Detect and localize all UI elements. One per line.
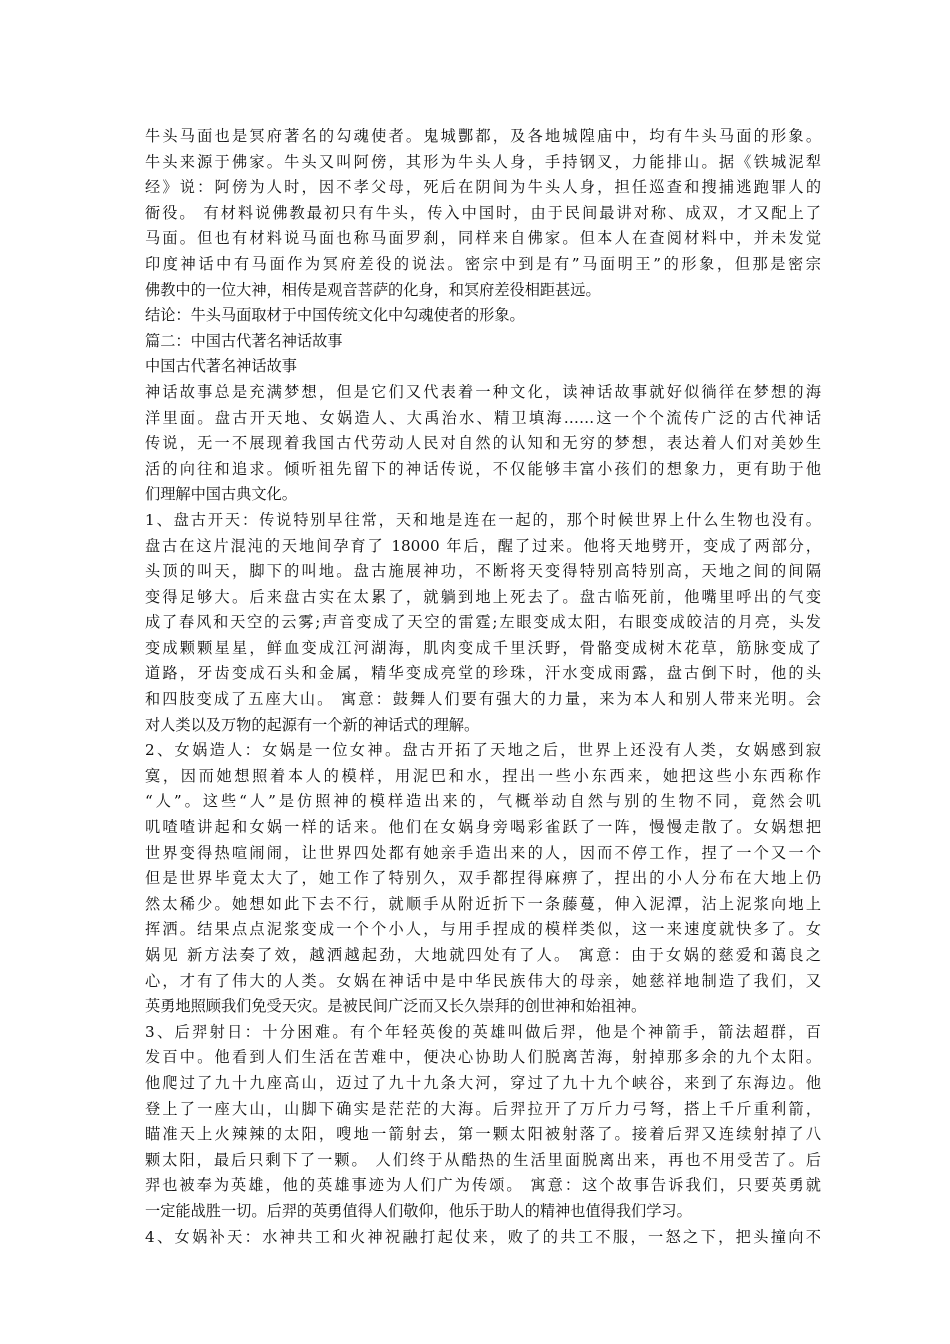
text-line: 中国古代著名神话故事	[145, 357, 297, 376]
text-line: 们理解中国古典文化。	[145, 485, 297, 504]
text-line: 1、盘古开天：传说特别早往常，天和地是连在一起的，那个时候世界上什么生物也没有。	[145, 510, 821, 529]
text-line: 瞄准天上火辣辣的太阳，嗖地一箭射去，第一颗太阳被射落了。接着后羿又连续射掉了八	[145, 1125, 821, 1144]
text-line: 道路，牙齿变成石头和金属，精华变成亮堂的珍珠，汗水变成雨露，盘古倒下时，他的头	[145, 664, 821, 683]
text-line: 篇二：中国古代著名神话故事	[145, 331, 343, 350]
text-line: 结论：牛头马面取材于中国传统文化中勾魂使者的形象。	[145, 306, 525, 325]
text-line: “人”。这些“人”是仿照神的模样造出来的，气概举动自然与别的生物不同，竟然会叽	[145, 792, 821, 811]
text-line: 他爬过了九十九座高山，迈过了九十九条大河，穿过了九十九个峡谷，来到了东海边。他	[145, 1073, 821, 1092]
text-line: 颗太阳，最后只剩下了一颗。 人们终于从酷热的生活里面脱离出来，再也不用受苦了。后	[145, 1150, 821, 1169]
text-line: 对人类以及万物的起源有一个新的神话式的理解。	[145, 715, 480, 734]
text-line: 佛教中的一位大神，相传是观音菩萨的化身，和冥府差役相距甚远。	[145, 280, 601, 299]
text-line: 心，才有了伟大的人类。女娲在神话中是中华民族伟大的母亲，她慈祥地制造了我们，又	[145, 971, 821, 990]
text-line: 神话故事总是充满梦想，但是它们又代表着一种文化，读神话故事就好似徜徉在梦想的海	[145, 382, 821, 401]
text-line: 头顶的叫天，脚下的叫地。盘古施展神功，不断将天变得特别高特别高，天地之间的间隔	[145, 562, 821, 581]
text-line: 娲见 新方法奏了效，越洒越起劲，大地就四处有了人。 寓意：由于女娲的慈爱和蔼良之	[145, 946, 821, 964]
text-line: 衙役。 有材料说佛教最初只有牛头，传入中国时，由于民间最讲对称、成双，才又配上了	[145, 203, 821, 222]
text-line: 发百中。他看到人们生活在苦难中，便决心协助人们脱离苦海，射掉那多余的九个太阳。	[145, 1048, 821, 1067]
text-line: 挥洒。结果点点泥浆变成一个个小人，与用手捏成的模样类似，这一来速度就快多了。女	[145, 920, 821, 939]
text-line: 英勇地照顾我们免受天灾。是被民间广泛而又长久崇拜的创世神和始祖神。	[145, 997, 647, 1016]
text-line: 4、女娲补天：水神共工和火神祝融打起仗来，败了的共工不服，一怒之下，把头撞向不	[145, 1227, 821, 1246]
text-line: 牛头来源于佛家。牛头又叫阿傍，其形为牛头人身，手持钢叉，力能排山。据《铁城泥犁	[145, 152, 821, 171]
text-line: 洋里面。盘古开天地、女娲造人、大禹治水、精卫填海……这一个个流传广泛的古代神话	[145, 408, 821, 427]
document-page	[145, 124, 821, 1250]
text-line: 登上了一座大山，山脚下确实是茫茫的大海。后羿拉开了万斤力弓弩，搭上千斤重利箭，	[145, 1099, 821, 1118]
text-line: 马面。但也有材料说马面也称马面罗刹，同样来自佛家。但本人在查阅材料中，并未发觉	[145, 229, 821, 248]
text-line: 经》说：阿傍为人时，因不孝父母，死后在阴间为牛头人身，担任巡查和搜捕逃跑罪人的	[145, 178, 821, 197]
text-line: 但是世界毕竟太大了，她工作了特别久，双手都捏得麻痹了，捏出的小人分布在大地上仍	[145, 869, 821, 888]
text-line: 羿也被奉为英雄，他的英雄事迹为人们广为传颂。 寓意：这个故事告诉我们，只要英勇就	[145, 1176, 821, 1195]
text-line: 牛头马面也是冥府著名的勾魂使者。鬼城酆都，及各地城隍庙中，均有牛头马面的形象。	[145, 127, 821, 145]
text-line: 寞，因而她想照着本人的模样，用泥巴和水，捏出一些小东西来，她把这些小东西称作	[145, 766, 821, 785]
text-line: 活的向往和追求。倾听祖先留下的神话传说，不仅能够丰富小孩们的想象力，更有助于他	[145, 459, 821, 478]
text-line: 然太稀少。她想如此下去不行，就顺手从附近折下一条藤蔓，伸入泥潭，沾上泥浆向地上	[145, 894, 821, 913]
text-line: 3、后羿射日：十分困难。有个年轻英俊的英雄叫做后羿，他是个神箭手，箭法超群，百	[145, 1022, 821, 1041]
text-line: 印度神话中有马面作为冥府差役的说法。密宗中到是有”马面明王”的形象，但那是密宗	[145, 254, 821, 273]
text-line: 2、女娲造人：女娲是一位女神。盘古开拓了天地之后，世界上还没有人类，女娲感到寂	[145, 741, 821, 760]
text-line: 传说，无一不展现着我国古代劳动人民对自然的认知和无穷的梦想，表达着人们对美妙生	[145, 434, 821, 453]
text-line: 世界变得热喧闹闹，让世界四处都有她亲手造出来的人，因而不停工作，捏了一个又一个	[145, 843, 821, 862]
text-line: 成了春风和天空的云雾;声音变成了天空的雷霆;左眼变成太阳，右眼变成皎洁的月亮，头发	[145, 613, 821, 632]
text-line: 叽喳喳讲起和女娲一样的话来。他们在女娲身旁喝彩雀跃了一阵，慢慢走散了。女娲想把	[145, 818, 821, 837]
text-line: 一定能战胜一切。后羿的英勇值得人们敬仰，他乐于助人的精神也值得我们学习。	[145, 1201, 692, 1220]
text-line: 变成颗颗星星，鲜血变成江河湖海，肌肉变成千里沃野，骨骼变成树木花草，筋脉变成了	[145, 638, 821, 657]
text-line: 变得足够大。后来盘古实在太累了，就躺到地上死去了。盘古临死前，他嘴里呼出的气变	[145, 587, 821, 606]
text-line: 和四肢变成了五座大山。 寓意：鼓舞人们要有强大的力量，来为本人和别人带来光明。会	[145, 690, 821, 709]
text-line: 盘古在这片混沌的天地间孕育了 18000 年后，醒了过来。他将天地劈开，变成了两部分，	[145, 536, 821, 555]
